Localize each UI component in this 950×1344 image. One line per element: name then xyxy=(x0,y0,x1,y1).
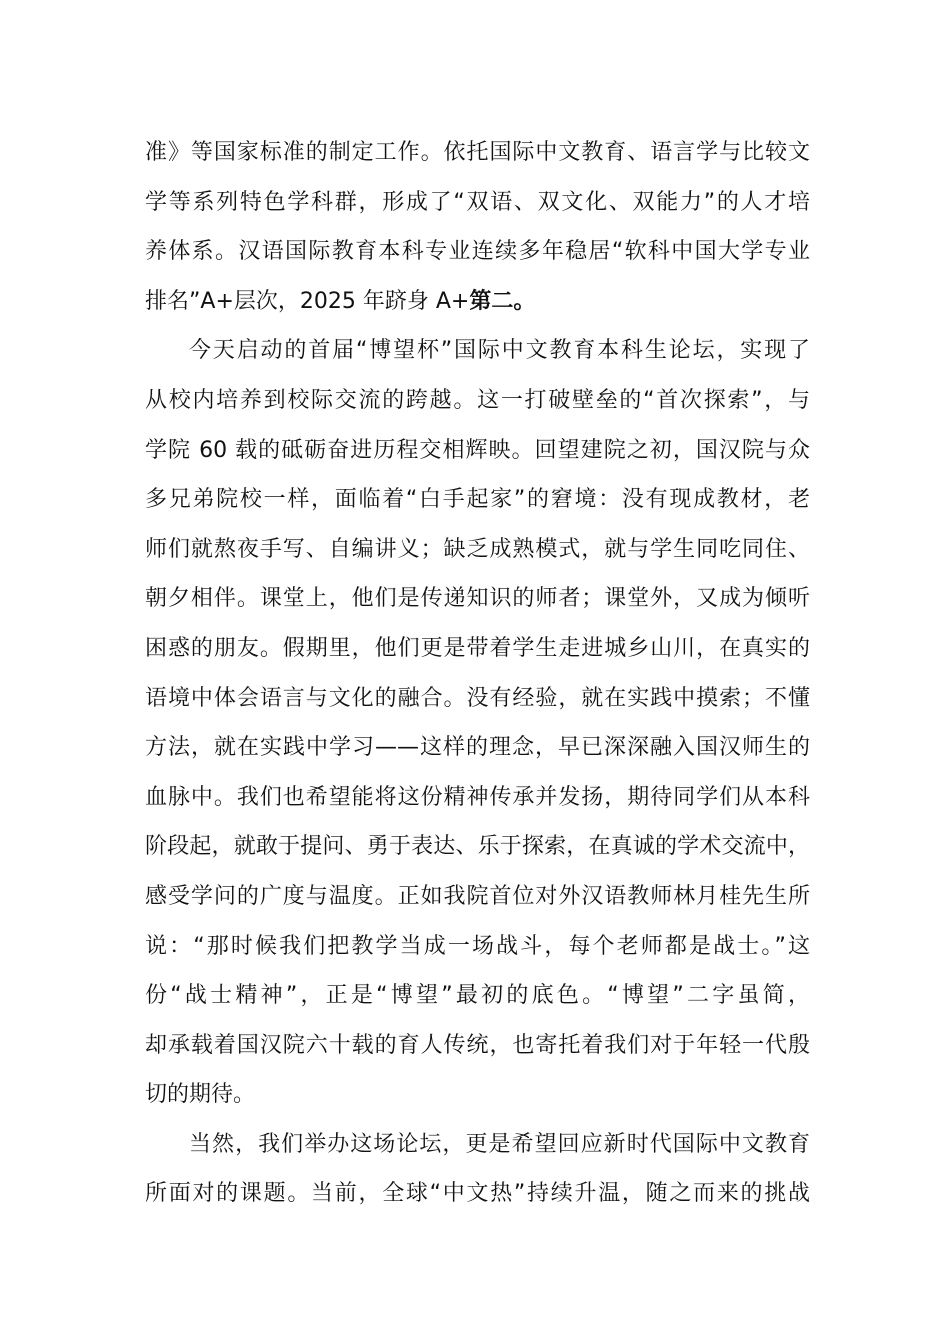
text-line: 学院 60 载的砥砺奋进历程交相辉映。回望建院之初，国汉院与众 xyxy=(145,437,810,463)
paragraph-3 xyxy=(145,1120,810,1219)
text-line: 份“战士精神”，正是“博望”最初的底色。“博望”二字虽简， xyxy=(145,983,810,1009)
text-line: 从校内培养到校际交流的跨越。这一打破壁垒的“首次探索”，与 xyxy=(145,387,810,413)
text-line-first: 今天启动的首届“博望杯”国际中文教育本科生论坛，实现了 xyxy=(189,338,810,364)
text-line-last: 切的期待。 xyxy=(145,1082,256,1108)
paragraph-2 xyxy=(145,326,810,1120)
text-line: 所面对的课题。当前，全球“中文热”持续升温，随之而来的挑战 xyxy=(145,1181,810,1207)
text-segment: 排名”A+层次，2025 年跻身 A+ xyxy=(145,288,470,314)
text-line-last xyxy=(145,277,810,327)
text-line: 语境中体会语言与文化的融合。没有经验，就在实践中摸索；不懂 xyxy=(145,685,810,711)
text-line: 准》等国家标准的制定工作。依托国际中文教育、语言学与比较文 xyxy=(145,140,810,165)
text-line-first: 当然，我们举办这场论坛，更是希望回应新时代国际中文教育 xyxy=(189,1131,810,1157)
text-line: 阶段起，就敢于提问、勇于表达、乐于探索，在真诚的学术交流中， xyxy=(145,834,810,860)
text-line: 多兄弟院校一样，面临着“白手起家”的窘境：没有现成教材，老 xyxy=(145,487,810,513)
document-body xyxy=(145,128,810,1219)
text-line: 学等系列特色学科群，形成了“双语、双文化、双能力”的人才培 xyxy=(145,189,810,215)
bold-text-segment: 第二。 xyxy=(469,288,536,314)
text-line: 困惑的朋友。假期里，他们更是带着学生走进城乡山川，在真实的 xyxy=(145,635,810,661)
text-line: 朝夕相伴。课堂上，他们是传递知识的师者；课堂外，又成为倾听 xyxy=(145,586,810,612)
text-line: 却承载着国汉院六十载的育人传统，也寄托着我们对于年轻一代殷 xyxy=(145,1032,810,1058)
text-line: 师们就熬夜手写、自编讲义；缺乏成熟模式，就与学生同吃同住、 xyxy=(145,536,810,562)
text-line: 感受学问的广度与温度。正如我院首位对外汉语教师林月桂先生所 xyxy=(145,883,810,909)
text-line: 方法，就在实践中学习——这样的理念，早已深深融入国汉师生的 xyxy=(145,735,810,761)
text-line: 说：“那时候我们把教学当成一场战斗，每个老师都是战士。”这 xyxy=(145,933,810,959)
text-line: 血脉中。我们也希望能将这份精神传承并发扬，期待同学们从本科 xyxy=(145,784,810,810)
text-line: 养体系。汉语国际教育本科专业连续多年稳居“软科中国大学专业 xyxy=(145,239,810,265)
paragraph-1 xyxy=(145,128,810,326)
